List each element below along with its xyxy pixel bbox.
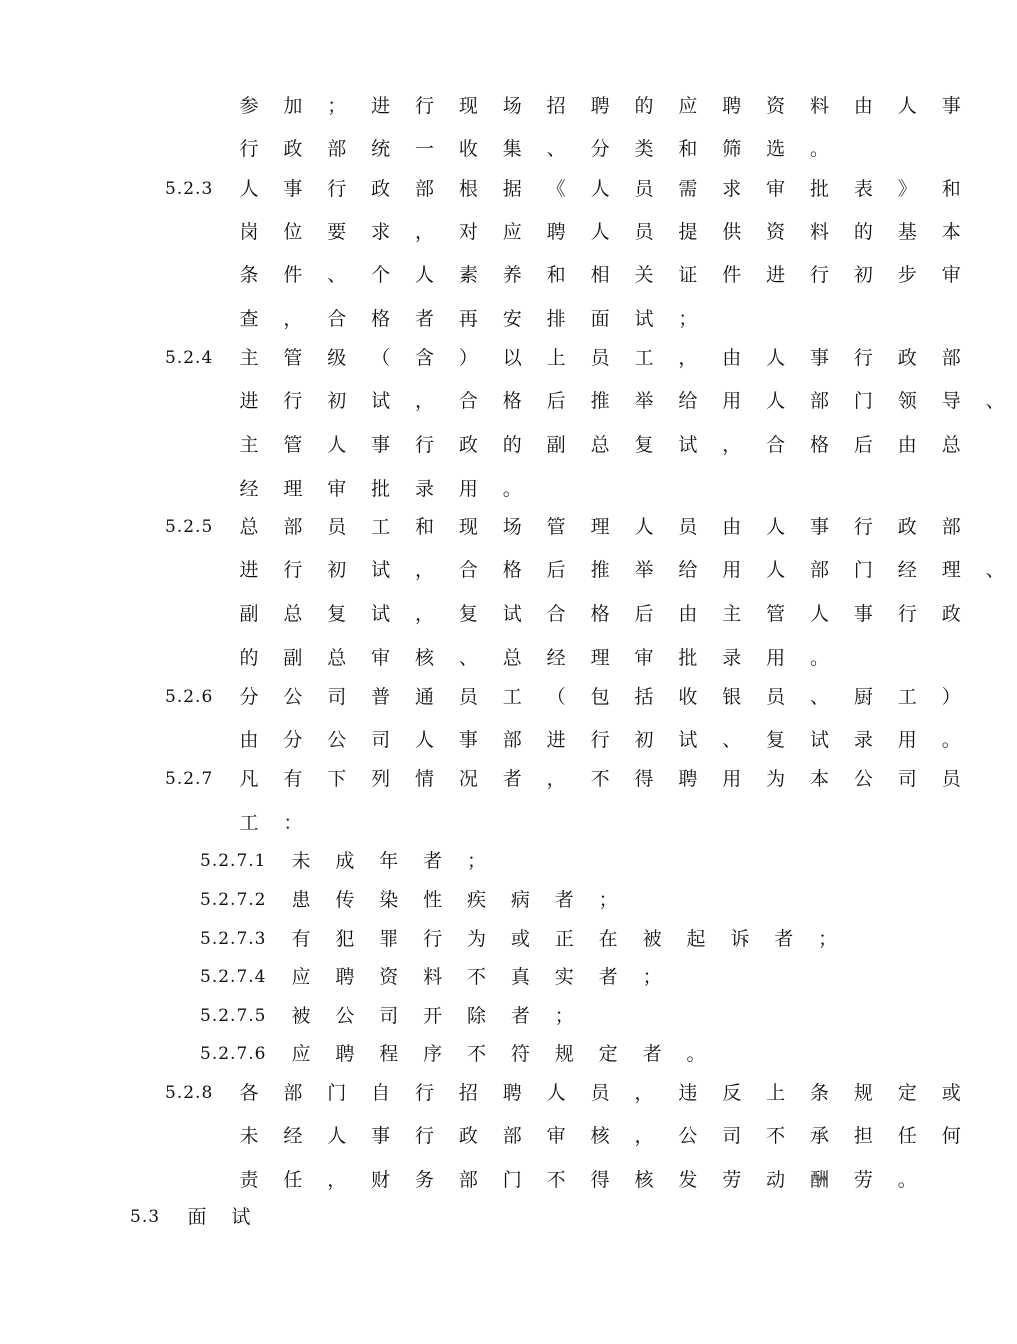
paragraph-text: 查 ， 合 格 者 再 安 排 面 试 ；: [239, 308, 698, 330]
paragraph-text: 未 经 人 事 行 政 部 审 核 ， 公 司 不 承 担 任 何: [239, 1125, 961, 1147]
text-line: [0, 555, 1005, 585]
section-number: 5.2.7: [165, 769, 214, 789]
text-line: [0, 430, 961, 460]
section-number: 5.2.7.5: [200, 1006, 267, 1026]
section-number: 5.2.6: [165, 687, 214, 707]
paragraph-text: 经 理 审 批 录 用 。: [239, 478, 522, 500]
paragraph-text: 条 件 、 个 人 素 养 和 相 关 证 件 进 行 初 步 审: [239, 264, 961, 286]
paragraph-text: 主 管 级 （ 含 ） 以 上 员 工 ， 由 人 事 行 政 部: [239, 347, 961, 369]
section-number: 5.2.7.1: [200, 851, 267, 871]
paragraph-text: 总 部 员 工 和 现 场 管 理 人 员 由 人 事 行 政 部: [239, 516, 961, 538]
paragraph-text: 参 加 ； 进 行 现 场 招 聘 的 应 聘 资 料 由 人 事: [239, 95, 961, 117]
paragraph-text: 进 行 初 试 ， 合 格 后 推 举 给 用 人 部 门 经 理 、: [239, 559, 1005, 581]
section-number: 5.2.7.3: [200, 929, 267, 949]
text-line: [0, 962, 950, 992]
text-line: [0, 924, 950, 954]
text-line: [0, 260, 961, 290]
section-number: 5.2.8: [165, 1083, 214, 1103]
text-line: [0, 1121, 961, 1151]
section-number: 5.2.7.6: [200, 1044, 267, 1064]
text-line: [0, 643, 950, 673]
section-number: 5.3: [130, 1207, 161, 1227]
paragraph-text: 由 分 公 司 人 事 部 进 行 初 试 、 复 试 录 用 。: [239, 729, 961, 751]
text-line: [0, 1165, 950, 1195]
text-line: [0, 474, 950, 504]
paragraph-text: 未 成 年 者 ；: [291, 850, 487, 872]
paragraph-text: 岗 位 要 求 ， 对 应 聘 人 员 提 供 资 料 的 基 本: [239, 221, 961, 243]
paragraph-text: 凡 有 下 列 情 况 者 ， 不 得 聘 用 为 本 公 司 员: [239, 768, 961, 790]
paragraph-text: 人 事 行 政 部 根 据 《 人 员 需 求 审 批 表 》 和: [239, 178, 961, 200]
text-line: [0, 343, 961, 373]
text-line: [0, 846, 950, 876]
text-line: [0, 682, 961, 712]
text-line: [0, 304, 950, 334]
paragraph-text: 责 任 ， 财 务 部 门 不 得 核 发 劳 动 酬 劳 。: [239, 1169, 917, 1191]
text-line: [0, 725, 961, 755]
section-number: 5.2.3: [165, 179, 214, 199]
text-line: [0, 808, 950, 838]
text-line: [0, 599, 961, 629]
paragraph-text: 工 ：: [239, 812, 303, 834]
paragraph-text: 各 部 门 自 行 招 聘 人 员 ， 违 反 上 条 规 定 或: [239, 1082, 961, 1104]
section-number: 5.2.4: [165, 348, 214, 368]
text-line: [0, 217, 961, 247]
paragraph-text: 被 公 司 开 除 者 ；: [291, 1005, 574, 1027]
text-line: [0, 885, 950, 915]
text-line: [0, 764, 961, 794]
section-number: 5.2.7.4: [200, 967, 267, 987]
paragraph-text: 进 行 初 试 ， 合 格 后 推 举 给 用 人 部 门 领 导 、: [239, 390, 1005, 412]
text-line: [0, 1001, 950, 1031]
paragraph-text: 应 聘 资 料 不 真 实 者 ；: [291, 966, 662, 988]
paragraph-text: 患 传 染 性 疾 病 者 ；: [291, 889, 618, 911]
text-line: [0, 1039, 950, 1069]
text-line: [0, 1202, 950, 1232]
text-line: [0, 386, 1005, 416]
paragraph-text: 主 管 人 事 行 政 的 副 总 复 试 ， 合 格 后 由 总: [239, 434, 961, 456]
paragraph-text: 有 犯 罪 行 为 或 正 在 被 起 诉 者 ；: [291, 928, 838, 950]
text-line: [0, 1078, 961, 1108]
paragraph-text: 面 试: [187, 1206, 251, 1228]
paragraph-text: 分 公 司 普 通 员 工 （ 包 括 收 银 员 、 厨 工 ）: [239, 686, 961, 708]
paragraph-text: 副 总 复 试 ， 复 试 合 格 后 由 主 管 人 事 行 政: [239, 603, 961, 625]
text-line: [0, 174, 961, 204]
text-line: [0, 134, 950, 164]
paragraph-text: 的 副 总 审 核 、 总 经 理 审 批 录 用 。: [239, 647, 830, 669]
section-number: 5.2.5: [165, 517, 214, 537]
section-number: 5.2.7.2: [200, 890, 267, 910]
text-line: [0, 512, 961, 542]
paragraph-text: 应 聘 程 序 不 符 规 定 者 。: [291, 1043, 706, 1065]
text-line: [0, 91, 961, 121]
paragraph-text: 行 政 部 统 一 收 集 、 分 类 和 筛 选 。: [239, 138, 830, 160]
